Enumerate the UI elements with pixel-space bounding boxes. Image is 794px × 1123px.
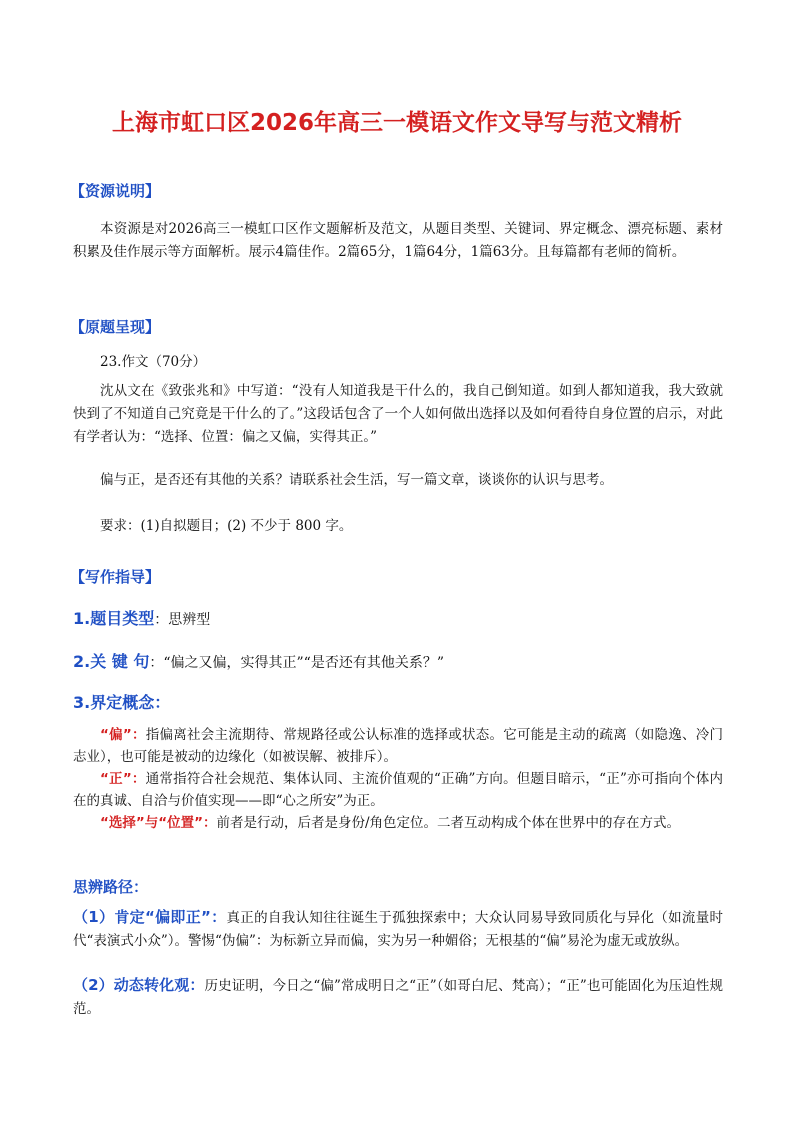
guide-heading: 【写作指导】 xyxy=(70,568,161,586)
topic-type-value: ：思辨型 xyxy=(154,612,211,628)
term-choice-position: “选择”与“位置”： xyxy=(100,815,217,831)
thinking-item-1-text: 真正的自我认知往往诞生于孤独探索中；大众认同易导致同质化与异化（如流量时代“表演式小众”）。警惕“伪偏”：为标新立异而偏，实为另一种媚俗；无根基的“偏”易沦为虚无或放纵。 xyxy=(73,910,724,949)
question-body: 沈从文在《致张兆和》中写道：“没有人知道我是干什么的，我自己倒知道。如到人都知道我，我大致就快到了不知道自己究竟是干什么的了。”这段话包含了一个人如何做出选择以及如何看待自身位置的启示，对此有学者认为：“选择、位置：偏之又偏，实得其正。” xyxy=(73,383,723,445)
question-requirement: 要求：(1)自拟题目；(2) 不少于 800 字。 xyxy=(100,518,353,534)
resource-heading: 【资源说明】 xyxy=(70,182,161,200)
definition-label: 3.界定概念： xyxy=(73,693,171,712)
term-zheng-text: 通常指符合社会规范、集体认同、主流价值观的“正确”方向。但题目暗示，“正”亦可指向个体内在的真诚、自洽与价值实现——即“心之所安”为正。 xyxy=(73,771,723,809)
resource-text: 本资源是对2026高三一模虹口区作文题解析及范文，从题目类型、关键词、界定概念、漂亮标题、素材积累及佳作展示等方面解析。展示4篇佳作。2篇65分，1篇64分，1篇63分。且每篇都有老师的简析。 xyxy=(73,221,723,260)
term-choice-position-text: 前者是行动，后者是身份/角色定位。二者互动构成个体在世界中的存在方式。 xyxy=(216,815,681,831)
question-prompt: 偏与正，是否还有其他的关系？请联系社会生活，写一篇文章，谈谈你的认识与思考。 xyxy=(100,472,613,488)
definition-pian xyxy=(73,724,723,768)
key-sentence-value: ：“偏之又偏，实得其正”“是否还有其他关系？” xyxy=(149,655,444,671)
question-item: 23.作文（70分） xyxy=(100,354,207,370)
topic-type-row xyxy=(73,606,210,629)
term-zheng: “正”： xyxy=(100,771,146,787)
definition-choice-position xyxy=(73,812,723,834)
definition-row xyxy=(73,690,170,713)
thinking-item-2 xyxy=(73,974,723,1021)
question-heading: 【原题呈现】 xyxy=(70,318,161,336)
key-sentence-row xyxy=(73,649,444,672)
thinking-item-1 xyxy=(73,906,723,953)
term-pian-text: 指偏离社会主流期待、常规路径或公认标准的选择或状态。它可能是主动的疏离（如隐逸、冷门志业），也可能是被动的边缘化（如被误解、被排斥）。 xyxy=(73,727,723,765)
key-sentence-label: 2.关 键 句 xyxy=(73,652,150,671)
term-pian: “偏”： xyxy=(100,727,146,743)
definition-zheng xyxy=(73,768,723,812)
thinking-item-2-text: 历史证明，今日之“偏”常成明日之“正”（如哥白尼、梵高）；“正”也可能固化为压迫性规范。 xyxy=(73,978,723,1017)
thinking-heading: 思辨路径： xyxy=(73,878,149,896)
topic-type-label: 1.题目类型 xyxy=(73,609,155,628)
thinking-item-2-label: （2）动态转化观： xyxy=(73,976,205,994)
thinking-item-1-label: （1）肯定“偏即正”： xyxy=(73,908,227,926)
page-title: 上海市虹口区2026年高三一模语文作文导写与范文精析 xyxy=(111,110,682,136)
